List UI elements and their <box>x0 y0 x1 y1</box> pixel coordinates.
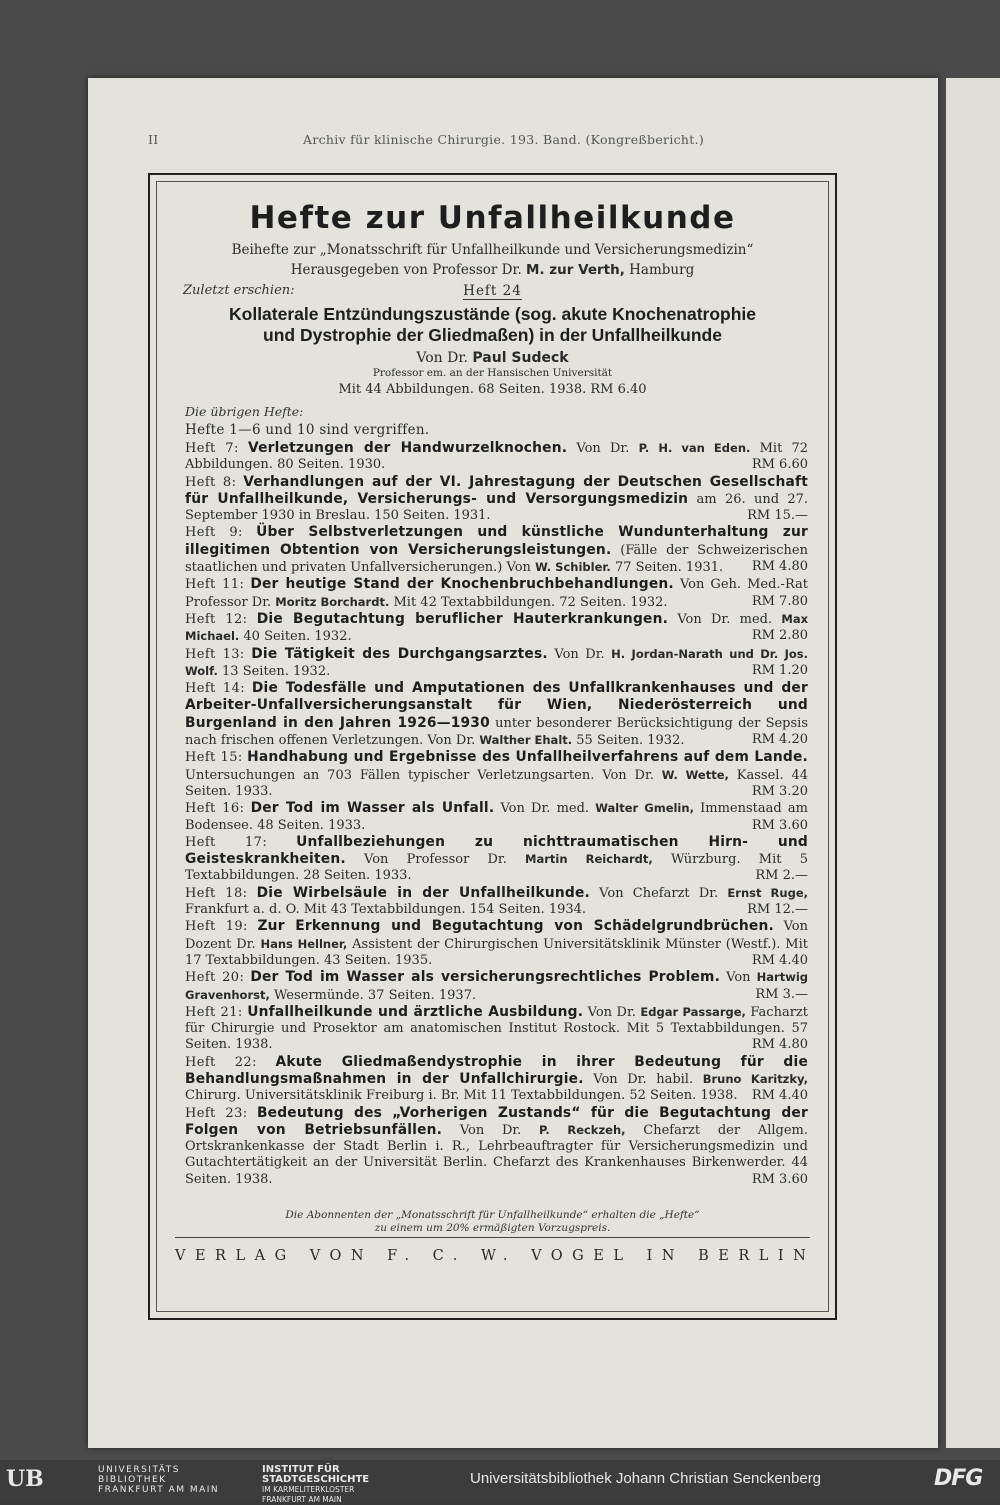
heft-number: Heft 11: <box>185 577 245 593</box>
latest-author: Paul Sudeck <box>472 350 569 366</box>
heft-entry <box>185 749 808 800</box>
footer-bar <box>0 1460 1000 1504</box>
running-head-text: Archiv für klinische Chirurgie. 193. Band. (Kongreßbericht.) <box>303 132 705 147</box>
ub-logo: UB <box>6 1466 44 1492</box>
heft-entry <box>185 646 808 681</box>
heft-author: Edgar Passarge, <box>640 1004 746 1019</box>
heft-entry <box>185 918 808 969</box>
heft-author-prefix: Untersuchungen an 703 Fällen typischer Verletzungsarten. Von Dr. <box>185 767 654 783</box>
series-subtitle: Beihefte zur „Monatsschrift für Unfallheilkunde und Versicherungsmedizin“ <box>231 242 754 258</box>
out-of-print-note: Hefte 1—6 und 10 sind vergriffen. <box>185 422 430 438</box>
heft-number: Heft 23: <box>185 1105 248 1121</box>
heft-author-prefix: Von Dozent Dr. <box>185 919 808 952</box>
heft-details: Assistent der Chirurgischen Universitätsklinik Münster (Westf.). Mit 17 Textabbildungen. 43 Seiten. 1935. <box>185 936 808 968</box>
institute-logo-text <box>262 1465 369 1505</box>
heft-details: Immenstaad am Bodensee. 48 Seiten. 1933. <box>185 801 808 833</box>
heft-title: Der Tod im Wasser als versicherungsrechtliches Problem. <box>250 969 721 986</box>
heft-price: RM 15.— <box>747 508 808 524</box>
heft-title: Akute Gliedmaßendystrophie in ihrer Bedeutung für die Behandlungsmaßnahmen in der Unfallchirurgie. <box>185 1053 808 1087</box>
heft-author: Moritz Borchardt. <box>275 594 390 609</box>
heft-author: Martin Reichardt, <box>525 852 653 867</box>
heft-details: Würzburg. Mit 5 Textabbildungen. 28 Seiten. 1933. <box>185 852 808 884</box>
heft-title: Unfallbeziehungen zu nichttraumatischen Hirn- und Geisteskrankheiten. <box>185 833 808 868</box>
heft-entry <box>185 969 808 1004</box>
heft-title: Bedeutung des „Vorherigen Zustands“ für die Begutachtung der Folgen von Betriebsunfällen. <box>185 1104 808 1138</box>
heft-author-prefix: Von <box>726 970 751 986</box>
heft-number: Heft 16: <box>185 801 245 817</box>
heft-number: Heft 8: <box>185 474 237 490</box>
heft-price: RM 3.20 <box>751 783 808 799</box>
heft-number: Heft 21: <box>185 1004 243 1020</box>
inst-line1: INSTITUT FÜR <box>262 1464 340 1475</box>
latest-heft <box>157 283 828 299</box>
heft-entry <box>185 834 808 885</box>
heft-author: W. Schibler. <box>535 560 611 575</box>
uni-line1: UNIVERSITÄTS <box>98 1465 180 1475</box>
heft-author: Bruno Karitzky, <box>702 1071 808 1086</box>
heft-details: Chirurg. Universitätsklinik Freiburg i. Br. Mit 11 Textabbildungen. 52 Seiten. 1938. <box>185 1088 738 1104</box>
heft-entry <box>185 885 808 919</box>
heft-entry <box>185 611 808 646</box>
heft-number: Heft 15: <box>185 750 243 766</box>
heft-price: RM 7.80 <box>751 593 808 609</box>
heft-title: Zur Erkennung und Begutachtung von Schädelgrundbrüchen. <box>257 918 774 935</box>
heft-author-prefix: Von Dr. <box>576 441 630 456</box>
heft-price: RM 3.— <box>755 986 808 1002</box>
heft-entry <box>185 1054 808 1105</box>
heft-entry <box>185 680 808 749</box>
heft-details: Frankfurt a. d. O. Mit 43 Textabbildungen. 154 Seiten. 1934. <box>185 902 587 918</box>
heft-details: Mit 72 Abbildungen. 80 Seiten. 1930. <box>185 441 809 473</box>
heft-author-prefix: Von Dr. med. <box>500 801 590 817</box>
heft-number: Heft 14: <box>185 681 246 697</box>
publisher-line: VERLAG VON F. C. W. VOGEL IN BERLIN <box>175 1237 810 1264</box>
university-library-logo-text <box>98 1465 219 1495</box>
heft-title: Verhandlungen auf der VI. Jahrestagung der Deutschen Gesellschaft für Unfallheilkunde, Versicherungs- und Versorgungsmedizin <box>185 473 809 507</box>
heft-price: RM 12.— <box>747 902 808 918</box>
heft-entry <box>185 800 808 834</box>
heft-author: P. Reckzeh, <box>539 1122 626 1137</box>
facing-page-edge <box>946 78 1000 1448</box>
dfg-logo: DFG <box>934 1466 983 1491</box>
heft-title: Die Tätigkeit des Durchgangsarztes. <box>251 645 548 662</box>
uni-line3: FRANKFURT AM MAIN <box>98 1485 220 1495</box>
heft-title: Die Begutachtung beruflicher Hauterkrankungen. <box>256 610 669 627</box>
heft-details: Chefarzt der Allgem. Ortskrankenkasse der Stadt Berlin i. R., Lehrbeauftragter für Versicherungsmedizin und Gutachtertätigkeit an der Universität Berlin. Chefarzt des Krankenhauses Birkenwerder. 44 Seiten. 1938. <box>185 1122 808 1187</box>
heft-author: Hartwig Gravenhorst, <box>185 970 808 1002</box>
latest-author-role: Professor em. an der Hansischen Universität <box>372 367 613 379</box>
advertisement-box <box>148 173 837 1320</box>
page <box>88 78 938 1448</box>
heft-author: H. Jordan-Narath und Dr. Jos. Wolf. <box>185 646 808 678</box>
heft-list <box>185 440 808 1188</box>
heft-price: RM 2.80 <box>751 628 808 644</box>
latest-heft-label: Heft 24 <box>463 283 522 299</box>
heft-number: Heft 20: <box>185 970 245 986</box>
editor-name: M. zur Verth, <box>526 262 625 278</box>
subscriber-note <box>157 1209 828 1235</box>
heft-title: Der heutige Stand der Knochenbruchbehandlungen. <box>250 576 674 593</box>
heft-details: 55 Seiten. 1932. <box>576 733 685 749</box>
heft-entry <box>185 440 808 474</box>
heft-author-prefix: Von Dr. <box>554 646 605 662</box>
heft-details: Facharzt für Chirurgie und Prosektor am anatomischen Institut Rostock. Mit 5 Textabbildungen. 57 Seiten. 1938. <box>185 1004 808 1053</box>
heft-title: Die Todesfälle und Amputationen des Unfallkrankenhauses und der Arbeiter-Unfallversicherungsanstalt für Wien, Niederösterreich und Burgenland in den Jahren 1926—1930 <box>185 680 808 731</box>
heft-details: Kassel. 44 Seiten. 1933. <box>185 767 808 799</box>
heft-price: RM 1.20 <box>751 662 808 678</box>
heft-author-prefix: unter besonderer Berücksichtigung der Sepsis nach frischen offenen Verletzungen. Von Dr. <box>185 715 808 749</box>
heft-details: am 26. und 27. September 1930 in Breslau. 150 Seiten. 1931. <box>185 491 809 524</box>
inst-line3: IM KARMELITERKLOSTER <box>262 1485 355 1494</box>
inst-line4: FRANKFURT AM MAIN <box>262 1495 342 1504</box>
heft-title: Der Tod im Wasser als Unfall. <box>250 800 495 817</box>
heft-number: Heft 22: <box>185 1054 257 1070</box>
zuletzt-label: Zuletzt erschien: <box>183 283 295 298</box>
heft-author: P. H. van Eden. <box>638 441 751 455</box>
latest-title-line1: Kollaterale Entzündungszustände (sog. akute Knochenatrophie <box>229 304 756 324</box>
heft-title: Unfallheilkunde und ärztliche Ausbildung. <box>247 1003 584 1020</box>
heft-number: Heft 18: <box>185 885 248 901</box>
heft-number: Heft 13: <box>185 646 245 662</box>
heft-author: Walter Gmelin, <box>595 801 694 816</box>
latest-author-line <box>157 350 828 366</box>
page-number: II <box>148 132 159 147</box>
heft-price: RM 4.80 <box>751 1037 808 1053</box>
heft-title: Verletzungen der Handwurzelknochen. <box>247 440 568 456</box>
editor-line <box>157 262 828 278</box>
heft-price: RM 4.20 <box>751 732 808 748</box>
heft-number: Heft 9: <box>185 525 243 541</box>
heft-number: Heft 19: <box>185 919 248 935</box>
heft-details: Wesermünde. 37 Seiten. 1937. <box>273 987 477 1003</box>
heft-author: Walther Ehalt. <box>479 733 573 748</box>
heft-title: Die Wirbelsäule in der Unfallheilkunde. <box>256 884 590 901</box>
heft-details: 40 Seiten. 1932. <box>243 629 352 645</box>
editor-prefix: Herausgegeben von Professor Dr. <box>290 262 522 278</box>
heft-details: Mit 42 Textabbildungen. 72 Seiten. 1932. <box>393 594 668 610</box>
heft-entry <box>185 474 808 525</box>
heft-title: Handhabung und Ergebnisse des Unfallheilverfahrens auf dem Lande. <box>247 749 808 766</box>
heft-entry <box>185 576 808 611</box>
heft-title: Über Selbstverletzungen und künstliche Wundunterhaltung zur illegitimen Obtention von Versicherungsleistungen. <box>185 524 808 558</box>
series-title: Hefte zur Unfallheilkunde <box>249 200 736 236</box>
heft-price: RM 2.— <box>755 868 808 884</box>
latest-details: Mit 44 Abbildungen. 68 Seiten. 1938. RM 6.40 <box>338 382 647 397</box>
heft-author: Hans Hellner, <box>260 936 348 951</box>
heft-number: Heft 12: <box>185 611 248 627</box>
heft-author-prefix: Von Dr. <box>459 1122 522 1138</box>
heft-price: RM 4.80 <box>751 559 808 575</box>
heft-author-prefix: Von Professor Dr. <box>364 852 507 868</box>
heft-author-prefix: Von Dr. med. <box>677 611 773 627</box>
latest-title-line2: und Dystrophie der Gliedmaßen) in der Unfallheilkunde <box>263 325 722 345</box>
others-label: Die übrigen Hefte: <box>185 404 304 419</box>
uni-line2: BIBLIOTHEK <box>98 1475 167 1485</box>
inst-line2: STADTGESCHICHTE <box>262 1474 370 1485</box>
heft-entry <box>185 1105 808 1188</box>
heft-author: Max Michael. <box>185 611 809 644</box>
heft-price: RM 4.40 <box>751 952 808 968</box>
heft-author-prefix: Von Chefarzt Dr. <box>599 885 719 901</box>
advertisement-inner-frame <box>156 181 829 1312</box>
editor-city: Hamburg <box>629 262 695 278</box>
heft-number: Heft 17: <box>185 834 268 850</box>
heft-author: W. Wette, <box>661 767 729 782</box>
heft-price: RM 3.60 <box>751 1171 808 1187</box>
library-name: Universitätsbibliothek Johann Christian Senckenberg <box>470 1470 822 1487</box>
heft-author-prefix: Von Geh. Med.-Rat Professor Dr. <box>185 577 809 610</box>
heft-entry <box>185 524 808 576</box>
heft-price: RM 3.60 <box>751 817 808 833</box>
heft-number: Heft 7: <box>185 441 239 456</box>
heft-details: 13 Seiten. 1932. <box>222 663 331 679</box>
heft-author-prefix: (Fälle der Schweizerischen staatlichen und privaten Unfallversicherungen.) Von <box>185 542 808 576</box>
subscriber-note-line1: Die Abonnenten der „Monatsschrift für Unfallheilkunde“ erhalten die „Hefte“ <box>285 1209 700 1221</box>
latest-author-prefix: Von Dr. <box>416 350 468 366</box>
heft-author-prefix: Von Dr. <box>587 1004 636 1020</box>
heft-details: 77 Seiten. 1931. <box>614 560 724 576</box>
heft-price: RM 6.60 <box>751 457 808 473</box>
subscriber-note-line2: zu einem um 20% ermäßigten Vorzugspreis. <box>374 1222 611 1234</box>
heft-price: RM 4.40 <box>751 1088 808 1104</box>
heft-author-prefix: Von Dr. habil. <box>593 1071 694 1087</box>
heft-author: Ernst Ruge, <box>727 885 809 900</box>
heft-entry <box>185 1004 808 1054</box>
